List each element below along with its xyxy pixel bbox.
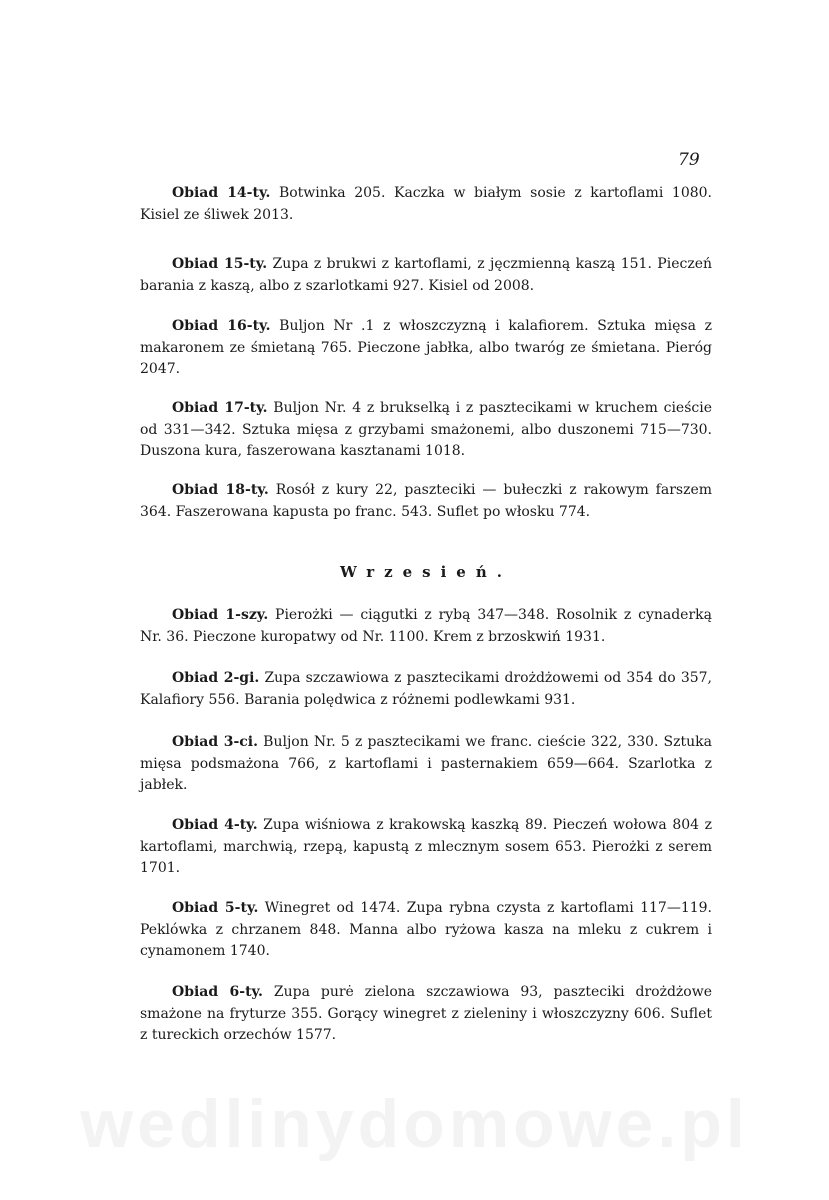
menu-entry bbox=[140, 183, 712, 226]
entry-label: Obiad 14-ty. bbox=[172, 185, 271, 201]
entry-label: Obiad 16-ty. bbox=[172, 318, 271, 334]
watermark: wedlinydomowe.pl bbox=[80, 1086, 749, 1162]
menu-entry bbox=[140, 254, 712, 297]
entry-text: Zupa wiśniowa z krakowską kaszką 89. Pieczeń wołowa 804 z kartoflami, marchwią, rzepą, kapustą z mlecznym sosem 653. Pierożki z serem 1701. bbox=[140, 817, 712, 876]
menu-entry bbox=[140, 732, 712, 797]
menu-entry bbox=[140, 398, 712, 463]
entry-text: Botwinka 205. Kaczka w białym sosie z kartoflami 1080. Kisiel ze śliwek 2013. bbox=[140, 185, 712, 223]
entry-text: Buljon Nr. 5 z pasztecikami we franc. cieście 322, 330. Sztuka mięsa podsmażona 766, z kartoflami i pasternakiem 659—664. Szarlotka z jabłek. bbox=[140, 734, 712, 793]
entry-label: Obiad 18-ty. bbox=[172, 482, 269, 498]
entry-label: Obiad 1-szy. bbox=[172, 607, 269, 623]
menu-entry bbox=[140, 316, 712, 381]
page-number: 79 bbox=[678, 150, 700, 170]
entry-text: Rosół z kury 22, paszteciki — bułeczki z rakowym farszem 364. Faszerowana kapusta po franc. 543. Suflet po włosku 774. bbox=[140, 482, 713, 520]
menu-entry bbox=[140, 898, 712, 963]
entry-text: Zupa z brukwi z kartoflami, z jęczmienną kaszą 151. Pieczeń barania z kaszą, albo z szarlotkami 927. Kisiel od 2008. bbox=[140, 256, 712, 294]
entry-label: Obiad 4-ty. bbox=[172, 817, 258, 833]
menu-entry bbox=[140, 982, 712, 1047]
menu-entry bbox=[140, 480, 712, 523]
entry-text: Winegret od 1474. Zupa rybna czysta z kartoflami 117—119. Peklówka z chrzanem 848. Manna albo ryżowa kasza na mleku z cukrem i cynamonem 1740. bbox=[140, 900, 713, 959]
entry-text: Zupa purė zielona szczawiowa 93, paszteciki drożdżowe smażone na fryturze 355. Gorący winegret z zieleniny i włoszczyzny 606. Suflet z tureckich orzechów 1577. bbox=[140, 984, 713, 1043]
entry-label: Obiad 6-ty. bbox=[172, 984, 263, 1000]
entry-text: Buljon Nr .1 z włoszczyzną i kalafiorem. Sztuka mięsa z makaronem ze śmietaną 765. Pieczone jabłka, albo twaróg ze śmietana. Pieróg 2047. bbox=[140, 318, 713, 377]
menu-entry bbox=[140, 605, 712, 648]
entry-label: Obiad 15-ty. bbox=[172, 256, 268, 272]
month-heading: Wrzesień. bbox=[340, 563, 512, 581]
entry-label: Obiad 2-gi. bbox=[172, 670, 260, 686]
entry-label: Obiad 3-ci. bbox=[172, 734, 259, 750]
entry-label: Obiad 5-ty. bbox=[172, 900, 259, 916]
entry-label: Obiad 17-ty. bbox=[172, 400, 268, 416]
entry-text: Buljon Nr. 4 z brukselką i z pasztecikami w kruchem cieście od 331—342. Sztuka mięsa z grzybami smażonemi, albo duszonemi 715—730. Duszona kura, faszerowana kasztanami 1018. bbox=[140, 400, 713, 459]
entry-text: Zupa szczawiowa z pasztecikami drożdżowemi od 354 do 357, Kalafiory 556. Barania polędwica z różnemi podlewkami 931. bbox=[140, 670, 713, 708]
menu-entry bbox=[140, 668, 712, 711]
menu-entry bbox=[140, 815, 712, 880]
entry-text: Pierożki — ciągutki z rybą 347—348. Rosolnik z cynaderką Nr. 36. Pieczone kuropatwy od Nr. 1100. Krem z brzoskwiń 1931. bbox=[140, 607, 712, 645]
